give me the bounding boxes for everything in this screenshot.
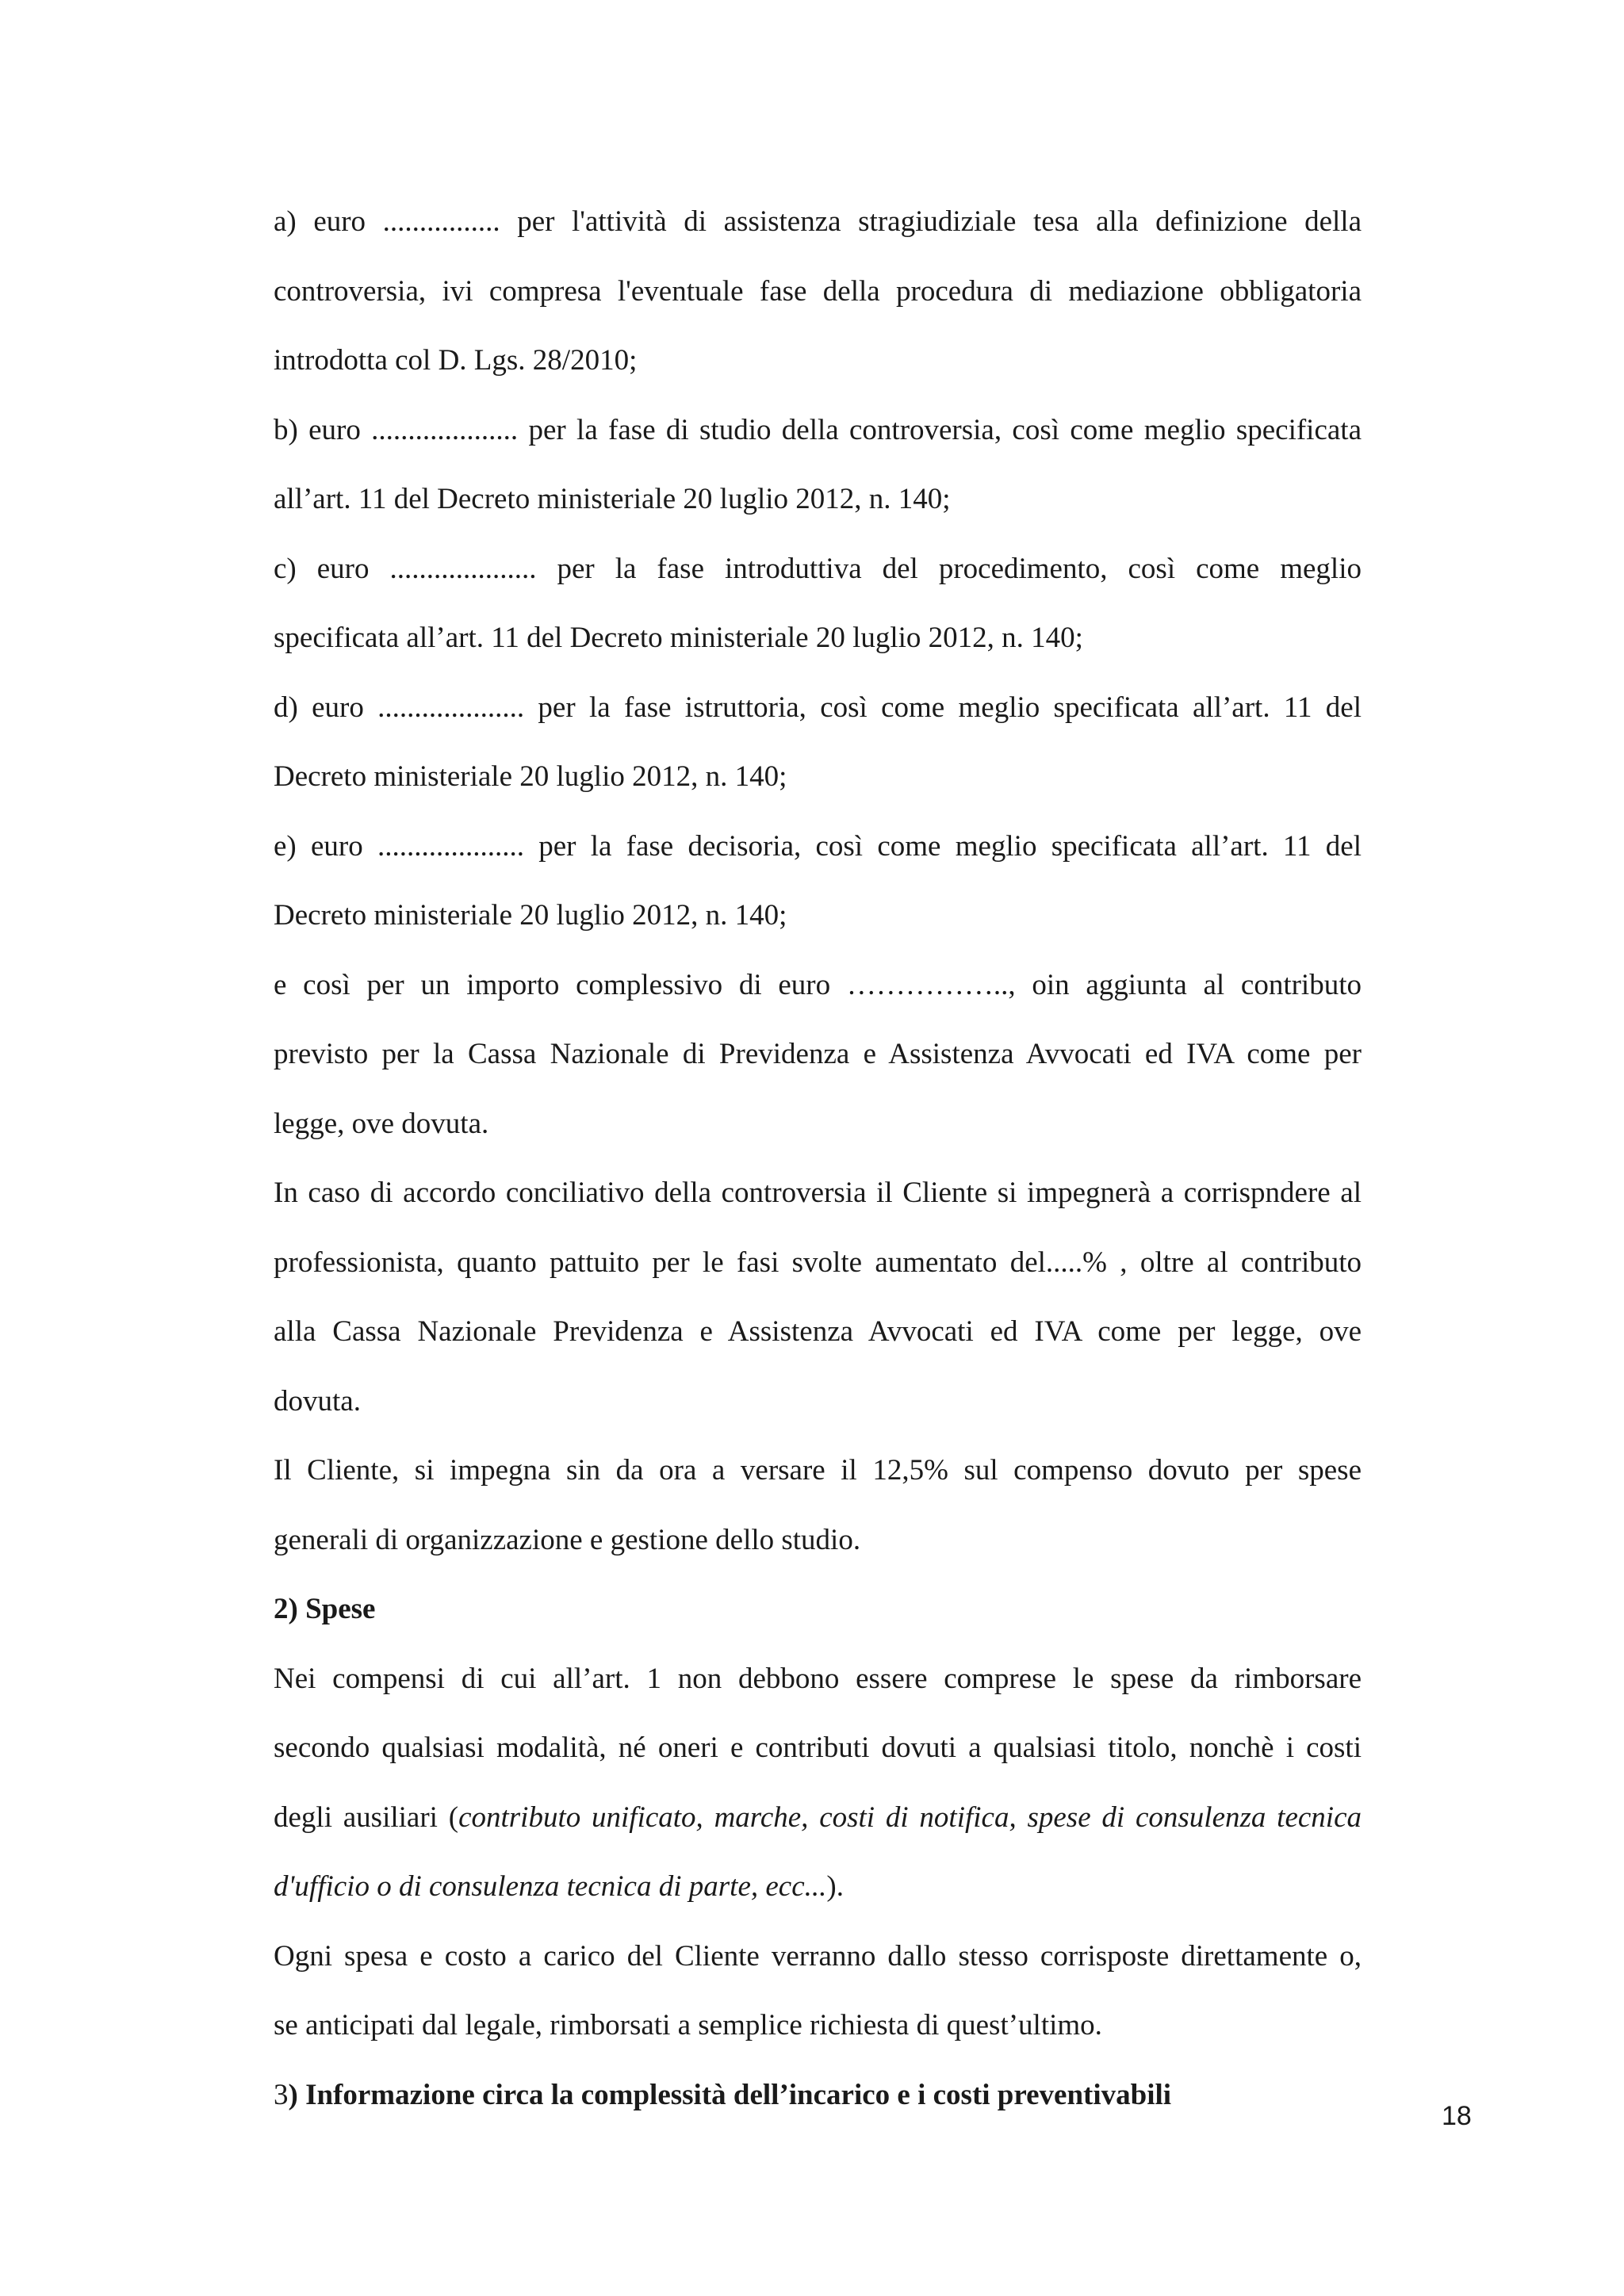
paragraph-line: e così per un importo complessivo di euro …………….., oin aggiunta al contributo — [274, 968, 1362, 1001]
text-span: ). — [826, 1870, 844, 1903]
paragraph-line: e) euro .................... per la fase decisoria, così come meglio specificata all’art. 11 del — [274, 829, 1362, 863]
italic-text-span: contributo unificato, marche, costi di notifica, spese di consulenza tecnica — [458, 1800, 1362, 1834]
text-span: degli ausiliari ( — [274, 1800, 459, 1834]
paragraph-line: alla Cassa Nazionale Previdenza e Assistenza Avvocati ed IVA come per legge, ove — [274, 1315, 1362, 1348]
paragraph-line: d) euro .................... per la fase istruttoria, così come meglio specificata all’art. 11 del — [274, 691, 1362, 724]
paragraph-line: all’art. 11 del Decreto ministeriale 20 luglio 2012, n. 140; — [274, 483, 951, 515]
paragraph-line: controversia, ivi compresa l'eventuale fase della procedura di mediazione obbligatoria — [274, 274, 1362, 308]
document-body — [274, 187, 1362, 2130]
paragraph-line: Decreto ministeriale 20 luglio 2012, n. 140; — [274, 760, 787, 793]
paragraph-line: previsto per la Cassa Nazionale di Previdenza e Assistenza Avvocati ed IVA come per — [274, 1038, 1362, 1070]
paragraph-line: legge, ove dovuta. — [274, 1107, 489, 1140]
section-heading-informazione — [274, 2061, 1362, 2130]
heading-text: ) Informazione circa la complessità dell’incarico e i costi preventivabili — [288, 2078, 1172, 2111]
paragraph-line: generali di organizzazione e gestione dello studio. — [274, 1523, 861, 1556]
paragraph-line: secondo qualsiasi modalità, né oneri e contributi dovuti a qualsiasi titolo, nonchè i costi — [274, 1732, 1362, 1764]
paragraph-line: Il Cliente, si impegna sin da ora a versare il 12,5% sul compenso dovuto per spese — [274, 1454, 1362, 1487]
paragraph-line: Nei compensi di cui all’art. 1 non debbono essere comprese le spese da rimborsare — [274, 1662, 1362, 1695]
paragraph-line: introdotta col D. Lgs. 28/2010; — [274, 344, 638, 377]
paragraph-line: c) euro .................... per la fase introduttiva del procedimento, così come meglio — [274, 552, 1362, 585]
italic-text-span: d'ufficio o di consulenza tecnica di parte, ecc... — [274, 1870, 827, 1903]
paragraph-line: dovuta. — [274, 1384, 361, 1418]
paragraph-line: Decreto ministeriale 20 luglio 2012, n. 140; — [274, 899, 787, 932]
paragraph-line: Ogni spesa e costo a carico del Cliente verranno dallo stesso corrisposte direttamente o, — [274, 1939, 1362, 1973]
paragraph-line — [274, 1852, 1362, 1922]
paragraph-line: a) euro ................ per l'attività di assistenza stragiudiziale tesa alla definizione della — [274, 205, 1362, 238]
section-heading-spese: 2) Spese — [274, 1593, 376, 1625]
paragraph-line — [274, 1783, 1362, 1853]
paragraph-line: specificata all’art. 11 del Decreto ministeriale 20 luglio 2012, n. 140; — [274, 622, 1083, 654]
heading-number: 3 — [274, 2078, 289, 2111]
page-number: 18 — [1442, 2101, 1472, 2131]
paragraph-line: b) euro .................... per la fase di studio della controversia, così come meglio specificata — [274, 413, 1362, 446]
paragraph-line: professionista, quanto pattuito per le fasi svolte aumentato del.....% , oltre al contributo — [274, 1246, 1362, 1279]
paragraph-line: In caso di accordo conciliativo della controversia il Cliente si impegnerà a corrispndere al — [274, 1177, 1362, 1209]
paragraph-line: se anticipati dal legale, rimborsati a semplice richiesta di quest’ultimo. — [274, 2009, 1102, 2042]
